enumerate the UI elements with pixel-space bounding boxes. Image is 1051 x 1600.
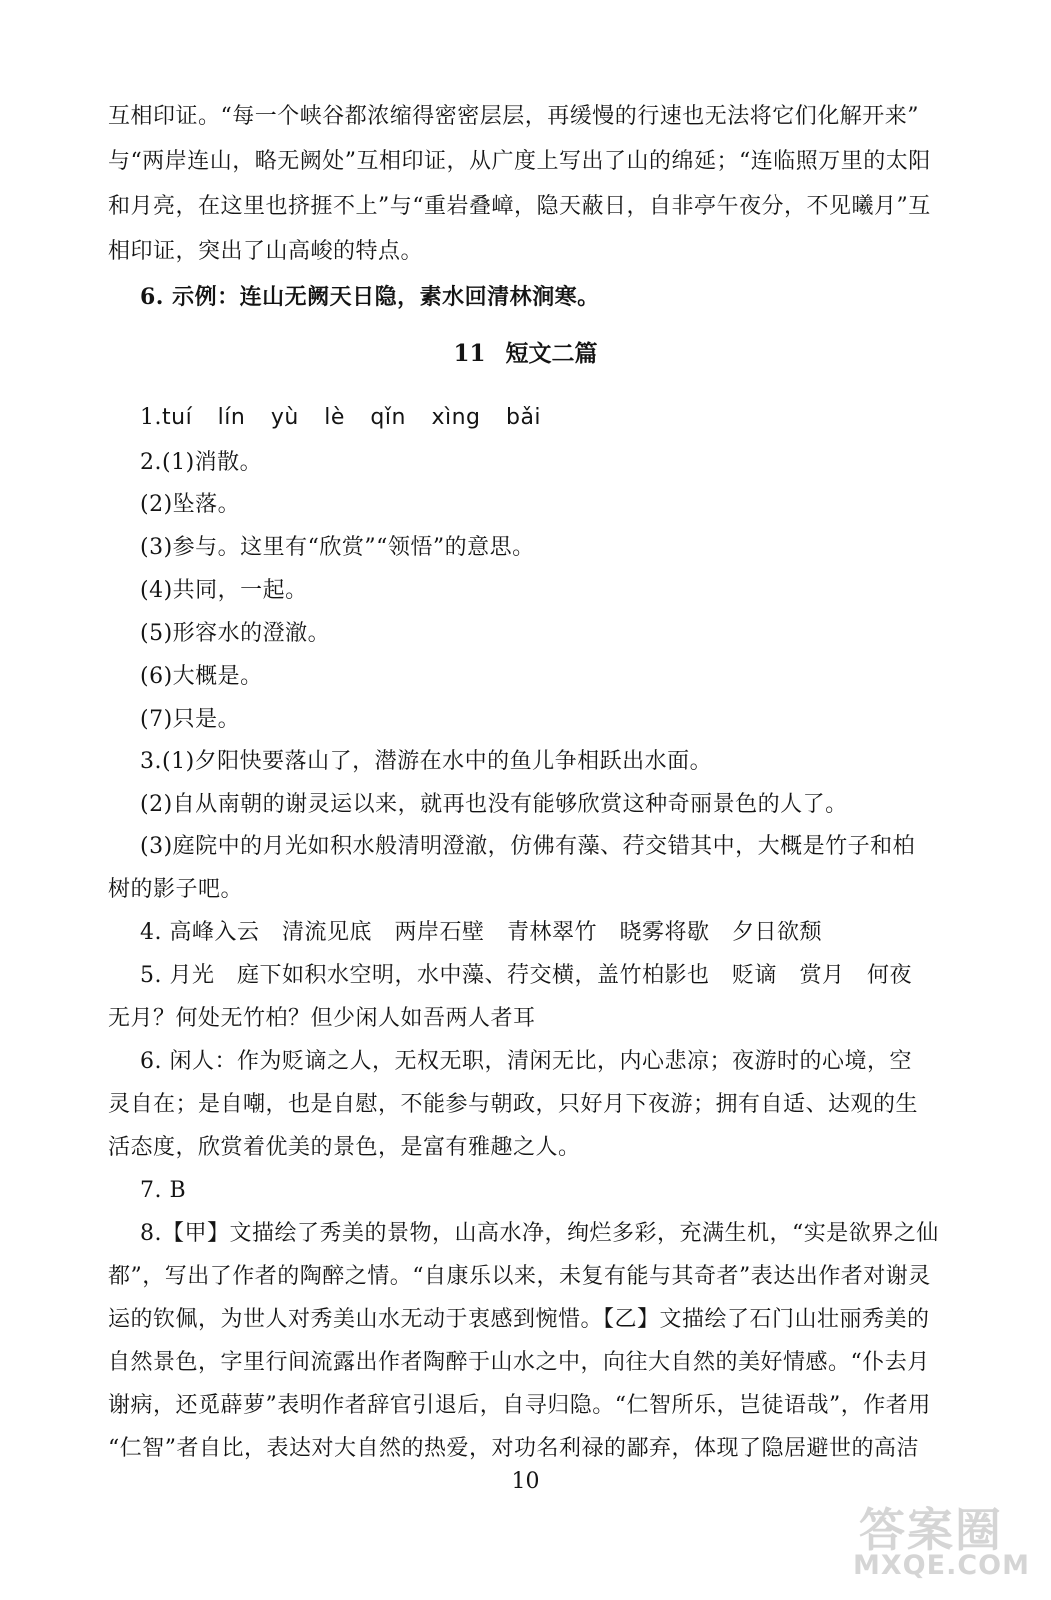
text-line: 与“两岸连山，略无阙处”互相印证，从广度上写出了山的绵延；“连临照万里的太阳 [108,149,931,174]
answer-line: (7)只是。 [140,707,241,732]
answer-line: (2)坠落。 [140,492,241,517]
text-line: 树的影子吧。 [108,877,244,902]
answer-line: 4. 高峰入云 清流见底 两岸石壁 青林翠竹 晓雾将歇 夕日欲颓 [140,920,822,945]
text-line: 和月亮，在这里也挤捱不上”与“重岩叠嶂，隐天蔽日，自非亭午夜分，不见曦月”互 [108,194,931,219]
answer-line [140,403,1020,433]
page-number: 10 [511,1469,540,1494]
answer-line: 8.【甲】文描绘了秀美的景物，山高水净，绚烂多彩，充满生机，“实是欲界之仙 [140,1221,939,1246]
answer-line: 7. B [140,1178,187,1203]
answer-line: (6)大概是。 [140,664,263,689]
answer-line: 6. 闲人：作为贬谪之人，无权无职，清闲无比，内心悲凉；夜游时的心境，空 [140,1049,912,1074]
watermark-title: 答案圈 [859,1503,1003,1557]
answer-line: (4)共同，一起。 [140,578,308,603]
text-line: “仁智”者自比，表达对大自然的热爱，对功名利禄的鄙弃，体现了隐居避世的高洁 [108,1436,919,1461]
section-number: 11 [453,340,486,367]
answer-line: (5)形容水的澄澈。 [140,621,331,646]
text-line: 都”，写出了作者的陶醉之情。“自康乐以来，未复有能与其奇者”表达出作者对谢灵 [108,1264,931,1289]
section-title: 短文二篇 [505,340,598,367]
section-heading [0,339,1051,369]
answer-line: (2)自从南朝的谢灵运以来，就再也没有能够欣赏这种奇丽景色的人了。 [140,792,848,817]
watermark-url: MXQE.COM [853,1550,1030,1581]
text-line: 互相印证。“每一个峡谷都浓缩得密密层层，再缓慢的行速也无法将它们化解开来” [108,104,919,129]
answer-line: 2.(1)消散。 [140,450,263,475]
text-line: 谢病，还觅薜萝”表明作者辞官引退后，自寻归隐。“仁智所乐，岂徒语哉”，作者用 [108,1393,931,1418]
text-line: 无月？何处无竹柏？但少闲人如吾两人者耳 [108,1006,536,1031]
answer-line: (3)庭院中的月光如积水般清明澄澈，仿佛有藻、荇交错其中，大概是竹子和柏 [140,834,916,859]
text-line: 运的钦佩，为世人对秀美山水无动于衷感到惋惜。【乙】文描绘了石门山壮丽秀美的 [108,1307,930,1332]
text-line: 活态度，欣赏着优美的景色，是富有雅趣之人。 [108,1135,581,1160]
text-line: 灵自在；是自嘲，也是自慰，不能参与朝政，只好月下夜游；拥有自适、达观的生 [108,1092,919,1117]
example-text: 连山无阙天日隐，素水回清林涧寒。 [239,284,600,310]
pinyin-answers: tuí lín yù lè qǐn xìng bǎi [162,405,542,430]
text-line: 自然景色，字里行间流露出作者陶醉于山水之中，向往大自然的美好情感。“仆去月 [108,1350,930,1375]
answer-line: 3.(1)夕阳快要落山了，潜游在水中的鱼儿争相跃出水面。 [140,749,713,774]
question-number: 1. [140,405,162,430]
answer-line: (3)参与。这里有“欣赏”“领悟”的意思。 [140,535,535,560]
example-label: 6. 示例： [140,284,240,310]
answer-line [140,282,1020,313]
watermark-logo [843,1486,1033,1586]
answer-line: 5. 月光 庭下如积水空明，水中藻、荇交横，盖竹柏影也 贬谪 赏月 何夜 [140,963,912,988]
text-line: 相印证，突出了山高峻的特点。 [108,239,424,264]
